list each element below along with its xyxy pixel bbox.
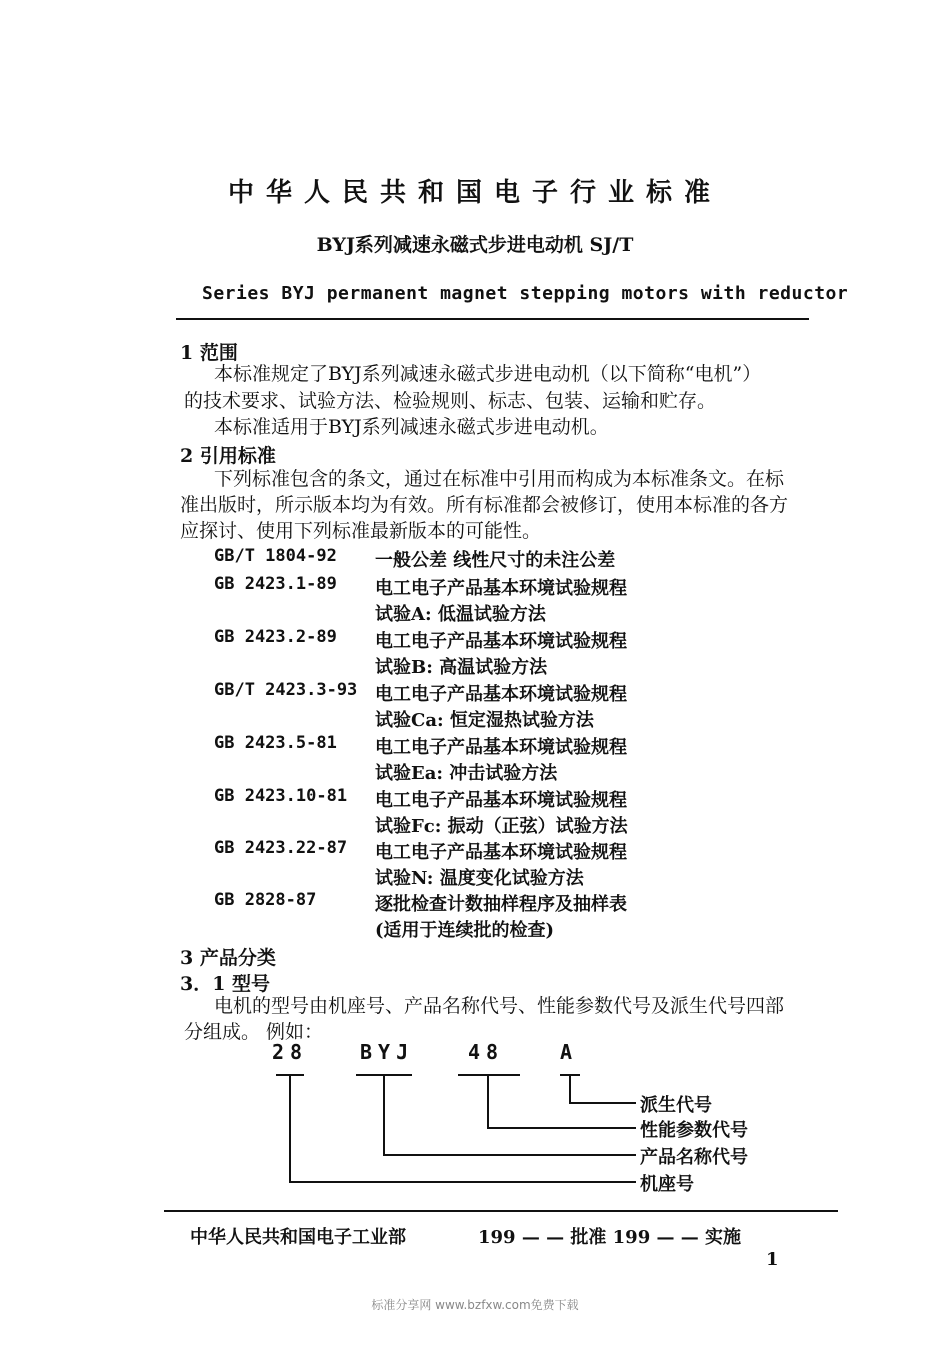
- ref-title: 电工电子产品基本环境试验规程: [375, 737, 627, 758]
- section-2-heading: 2 引用标准: [180, 445, 276, 467]
- approval-dates: 199 — — 批准 199 — — 实施: [478, 1227, 742, 1248]
- ref-title: 电工电子产品基本环境试验规程: [375, 790, 627, 811]
- ref-code: GB 2828-87: [214, 890, 317, 910]
- ref-subtitle: 试验Ca: 恒定湿热试验方法: [375, 710, 594, 731]
- section-2-para-line2: 准出版时，所示版本均为有效。所有标准都会被修订，使用本标准的各方: [180, 494, 789, 516]
- leader-name: [384, 1075, 636, 1155]
- ref-subtitle: 试验A: 低温试验方法: [375, 604, 546, 625]
- section-3-para-line1: 电机的型号由机座号、产品名称代号、性能参数代号及派生代号四部: [214, 995, 785, 1017]
- footer-rule: [164, 1210, 838, 1212]
- ref-subtitle: (适用于连续批的检查): [375, 920, 555, 941]
- section-1-para1-line1: 本标准规定了BYJ系列减速永磁式步进电动机（以下简称“电机”）: [214, 363, 762, 385]
- ref-title: 电工电子产品基本环境试验规程: [375, 578, 627, 599]
- section-3-1-heading: 3．1 型号: [180, 973, 271, 995]
- ref-title: 电工电子产品基本环境试验规程: [375, 631, 627, 652]
- section-1-para2: 本标准适用于BYJ系列减速永磁式步进电动机。: [214, 416, 609, 438]
- ref-subtitle: 试验Ea: 冲击试验方法: [375, 763, 558, 784]
- section-1-para1-line2: 的技术要求、试验方法、检验规则、标志、包装、运输和贮存。: [184, 390, 717, 412]
- ref-code: GB 2423.2-89: [214, 627, 337, 647]
- page-number: 1: [766, 1249, 779, 1270]
- ref-subtitle: 试验B: 高温试验方法: [375, 657, 548, 678]
- english-title: Series BYJ permanent magnet stepping motors with reductor: [202, 283, 849, 304]
- ref-code: GB 2423.22-87: [214, 838, 348, 858]
- ref-code: GB/T 1804-92: [214, 546, 337, 566]
- label-derived-code: 派生代号: [640, 1095, 712, 1116]
- ref-code: GB 2423.1-89: [214, 574, 337, 594]
- ref-code: GB 2423.5-81: [214, 733, 337, 753]
- ref-title: 电工电子产品基本环境试验规程: [375, 842, 627, 863]
- section-3-para-line2: 分组成。 例如：: [184, 1021, 324, 1043]
- ref-title: 逐批检查计数抽样程序及抽样表: [375, 894, 627, 915]
- leader-derived: [570, 1075, 636, 1103]
- model-part-performance: 48: [468, 1040, 505, 1064]
- ref-code: GB 2423.10-81: [214, 786, 348, 806]
- ref-title: 一般公差 线性尺寸的未注公差: [375, 550, 616, 571]
- section-1-heading: 1 范围: [180, 342, 238, 364]
- model-part-name: BYJ: [360, 1040, 415, 1064]
- issuing-ministry: 中华人民共和国电子工业部: [190, 1227, 406, 1248]
- model-part-frame: 28: [272, 1040, 309, 1064]
- section-2-para-line3: 应探讨、使用下列标准最新版本的可能性。: [180, 520, 542, 542]
- document-subtitle: BYJ系列减速永磁式步进电动机 SJ/T: [316, 234, 634, 256]
- document-title: 中华人民共和国电子行业标准: [227, 178, 722, 208]
- label-performance-code: 性能参数代号: [640, 1120, 748, 1141]
- ref-subtitle: 试验N: 温度变化试验方法: [375, 868, 584, 889]
- model-part-derived: A: [560, 1040, 579, 1064]
- label-frame-number: 机座号: [640, 1174, 694, 1195]
- section-2-para-line1: 下列标准包含的条文，通过在标准中引用而构成为本标准条文。在标: [214, 468, 785, 490]
- label-product-name-code: 产品名称代号: [640, 1147, 748, 1168]
- ref-code: GB/T 2423.3-93: [214, 680, 358, 700]
- leader-performance: [488, 1075, 636, 1128]
- section-3-heading: 3 产品分类: [180, 947, 276, 969]
- ref-title: 电工电子产品基本环境试验规程: [375, 684, 627, 705]
- watermark: 标准分享网 www.bzfxw.com免费下载: [371, 1298, 579, 1312]
- ref-subtitle: 试验Fc: 振动（正弦）试验方法: [375, 816, 628, 837]
